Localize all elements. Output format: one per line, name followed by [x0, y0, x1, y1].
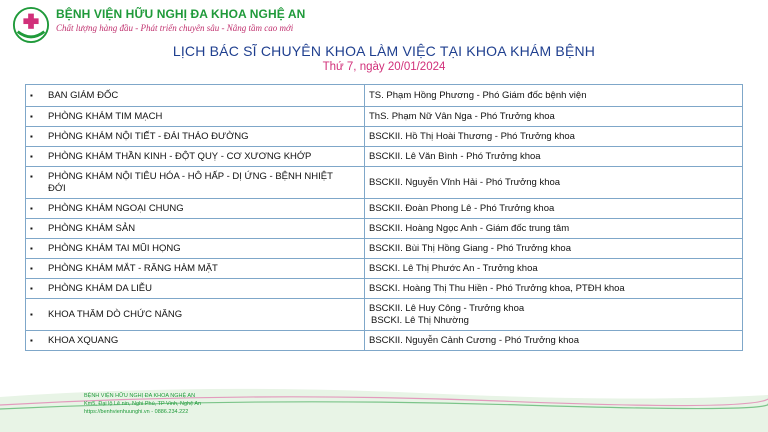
department-name: KHOA XQUANG: [48, 334, 119, 346]
bullet-icon: ▪: [30, 90, 33, 100]
department-cell: [26, 331, 365, 351]
doctor-name: BSCKII. Đoàn Phong Lê - Phó Trưởng khoa: [369, 202, 555, 214]
department-name: PHÒNG KHÁM THẦN KINH - ĐỘT QUỴ - CƠ XƯƠNG KHỚP: [48, 150, 312, 162]
department-name: PHÒNG KHÁM SẢN: [48, 222, 136, 234]
bullet-icon: ▪: [30, 111, 33, 121]
doctor-name: BSCKII. Lê Huy Công - Trưởng khoa: [369, 302, 525, 314]
doctor-name: BSCKI. Lê Thị Nhường: [371, 314, 469, 326]
hospital-name: BỆNH VIỆN HỮU NGHỊ ĐA KHOA NGHỆ AN: [56, 7, 306, 21]
footer-contact: https://benhvienhuunghi.vn - 0886.234.222: [84, 409, 189, 415]
doctor-name: BSCKII. Hoàng Ngọc Anh - Giám đốc trung tâm: [369, 222, 570, 234]
bullet-icon: ▪: [30, 263, 33, 273]
table-row: [26, 85, 743, 107]
footer-hospital-name: BỆNH VIỆN HỮU NGHỊ ĐA KHOA NGHỆ AN: [84, 393, 196, 399]
doctor-cell: [365, 279, 743, 299]
doctor-cell: [365, 259, 743, 279]
bullet-icon: ▪: [30, 223, 33, 233]
department-name: PHÒNG KHÁM TAI MŨI HỌNG: [48, 242, 181, 254]
doctor-name: BSCKII. Nguyễn Vĩnh Hải - Phó Trưởng khoa: [369, 176, 561, 188]
bullet-icon: ▪: [30, 171, 33, 181]
table-row: [26, 147, 743, 167]
bullet-icon: ▪: [30, 243, 33, 253]
header: [0, 0, 768, 40]
department-name: BAN GIÁM ĐỐC: [48, 89, 119, 101]
department-cell: [26, 127, 365, 147]
table-row: [26, 127, 743, 147]
footer-info: [84, 392, 201, 416]
doctor-name: BSCKII. Nguyễn Cảnh Cương - Phó Trưởng khoa: [369, 334, 580, 346]
table-row: [26, 279, 743, 299]
table-row: [26, 167, 743, 199]
doctor-name: TS. Phạm Hồng Phương - Phó Giám đốc bệnh viện: [369, 89, 587, 101]
doctor-name: BSCKI. Lê Thị Phước An - Trưởng khoa: [369, 262, 538, 274]
bullet-icon: ▪: [30, 203, 33, 213]
department-cell: [26, 107, 365, 127]
bullet-icon: ▪: [30, 151, 33, 161]
department-cell: [26, 219, 365, 239]
department-name: PHÒNG KHÁM NGOẠI CHUNG: [48, 202, 184, 214]
department-name: PHÒNG KHÁM NỘI TIÊU HÓA - HÔ HẤP - DỊ ỨNG - BỆNH NHIỆT ĐỚI: [48, 170, 333, 194]
department-cell: [26, 299, 365, 331]
footer-address: Km5, Đại lộ Lê nin, Nghi Phú, TP Vinh, Nghệ An: [84, 401, 202, 407]
table-row: [26, 239, 743, 259]
department-name: PHÒNG KHÁM DA LIỄU: [48, 282, 152, 294]
doctor-cell: [365, 85, 743, 107]
department-name: PHÒNG KHÁM NỘI TIẾT - ĐÁI THÁO ĐƯỜNG: [48, 130, 249, 142]
bullet-icon: ▪: [30, 309, 33, 319]
table-row: [26, 299, 743, 331]
bullet-icon: ▪: [30, 283, 33, 293]
doctor-cell: [365, 219, 743, 239]
department-cell: [26, 259, 365, 279]
doctor-name: BSCKII. Bùi Thị Hồng Giang - Phó Trưởng khoa: [369, 242, 571, 254]
table-row: [26, 259, 743, 279]
department-cell: [26, 147, 365, 167]
department-name: PHÒNG KHÁM MẮT - RĂNG HÀM MẶT: [48, 262, 218, 274]
schedule-table: [25, 84, 743, 351]
schedule-date: Thứ 7, ngày 20/01/2024: [322, 61, 446, 73]
doctor-name: BSCKII. Hồ Thị Hoài Thương - Phó Trưởng khoa: [369, 130, 575, 142]
department-cell: [26, 199, 365, 219]
department-cell: [26, 239, 365, 259]
page-title: LỊCH BÁC SĨ CHUYÊN KHOA LÀM VIỆC TẠI KHOA KHÁM BỆNH: [172, 43, 596, 59]
department-cell: [26, 279, 365, 299]
doctor-name: BSCKII. Lê Văn Bình - Phó Trưởng khoa: [369, 150, 541, 162]
department-name: PHÒNG KHÁM TIM MẠCH: [48, 110, 163, 122]
hospital-logo-icon: [12, 6, 50, 44]
doctor-cell: [365, 199, 743, 219]
bullet-icon: ▪: [30, 335, 33, 345]
doctor-name: BSCKI. Hoàng Thị Thu Hiền - Phó Trưởng khoa, PTĐH khoa: [369, 282, 625, 294]
doctor-name: ThS. Phạm Nữ Vân Nga - Phó Trưởng khoa: [369, 110, 555, 122]
table-row: [26, 219, 743, 239]
table-row: [26, 199, 743, 219]
bullet-icon: ▪: [30, 131, 33, 141]
department-name: KHOA THĂM DÒ CHỨC NĂNG: [48, 308, 183, 320]
department-cell: [26, 167, 365, 199]
doctor-cell: [365, 299, 743, 331]
hospital-slogan: Chất lượng hàng đầu - Phát triển chuyên sâu - Nâng tầm cao mới: [56, 23, 294, 33]
doctor-cell: [365, 167, 743, 199]
doctor-cell: [365, 127, 743, 147]
table-row: [26, 331, 743, 351]
table-row: [26, 107, 743, 127]
department-cell: [26, 85, 365, 107]
doctor-cell: [365, 147, 743, 167]
doctor-cell: [365, 331, 743, 351]
doctor-cell: [365, 107, 743, 127]
doctor-cell: [365, 239, 743, 259]
